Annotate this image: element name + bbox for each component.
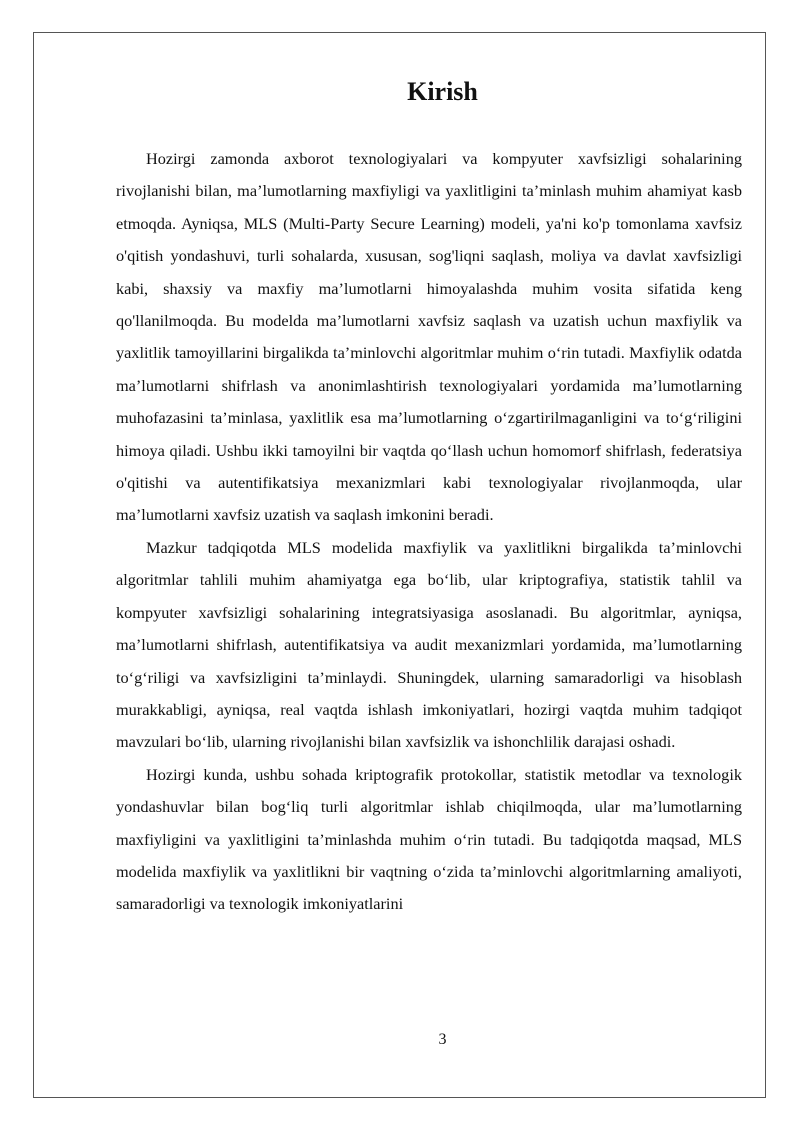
paragraph-2: Mazkur tadqiqotda MLS modelida maxfiylik va yaxlitlikni birgalikda ta’minlovchi algoritmlar tahlili muhim ahamiyatga ega bo‘lib, ular kriptografiya, statistik tahlil va kompyuter xavfsizligi sohalarining integratsiyasiga asoslanadi. Bu algoritmlar, ayniqsa, ma’lumotlarni shifrlash, autentifikatsiya va audit mexanizmlari yordamida, ma’lumotlarning to‘g‘riligi va xavfsizligini ta’minlaydi. Shuningdek, ularning samaradorligi va hisoblash murakkabligi, ayniqsa, real vaqtda ishlash imkoniyatlari, hozirgi vaqtda muhim tadqiqot mavzulari bo‘lib, ularning rivojlanishi bilan xavfsizlik va ishonchlilik darajasi oshadi.	[116, 537, 742, 752]
paragraph-3: Hozirgi kunda, ushbu sohada kriptografik protokollar, statistik metodlar va texnologik yondashuvlar bilan bog‘liq turli algoritmlar ishlab chiqilmoqda, ular ma’lumotlarning maxfiyligini va yaxlitligini ta’minlashda muhim o‘rin tutadi. Bu tadqiqotda maqsad, MLS modelida maxfiylik va yaxlitlikni bir vaqtning o‘zida ta’minlovchi algoritmlarning amaliyoti, samaradorligi va texnologik imkoniyatlarini	[116, 764, 742, 914]
body-text	[116, 143, 742, 921]
paragraph-1: Hozirgi zamonda axborot texnologiyalari va kompyuter xavfsizligi sohalarining rivojlanishi bilan, ma’lumotlarning maxfiyligi va yaxlitligini ta’minlash muhim ahamiyat kasb etmoqda. Ayniqsa, MLS (Multi-Party Secure Learning) modeli, ya'ni ko'p tomonlama xavfsiz o'qitish yondashuvi, turli sohalarda, xususan, sog'liqni saqlash, moliya va davlat xavfsizligi kabi, shaxsiy va maxfiy ma’lumotlarni himoyalashda muhim vosita sifatida keng qo'llanilmoqda. Bu modelda ma’lumotlarni xavfsiz saqlash va uzatish uchun maxfiylik va yaxlitlik tamoyillarini birgalikda ta’minlovchi algoritmlar muhim o‘rin tutadi. Maxfiylik odatda ma’lumotlarni shifrlash va anonimlashtirish texnologiyalari yordamida ma’lumotlarning muhofazasini ta’minlasa, yaxlitlik esa ma’lumotlarning o‘zgartirilmaganligini va to‘g‘riligini himoya qiladi. Ushbu ikki tamoyilni bir vaqtda qo‘llash uchun homomorf shifrlash, federatsiya o'qitishi va autentifikatsiya mexanizmlari kabi texnologiyalar rivojlanmoqda, ular ma’lumotlarni xavfsiz uzatish va saqlash imkonini beradi.	[116, 149, 742, 525]
page-title: Kirish	[407, 77, 478, 106]
page-number: 3	[438, 1031, 447, 1048]
